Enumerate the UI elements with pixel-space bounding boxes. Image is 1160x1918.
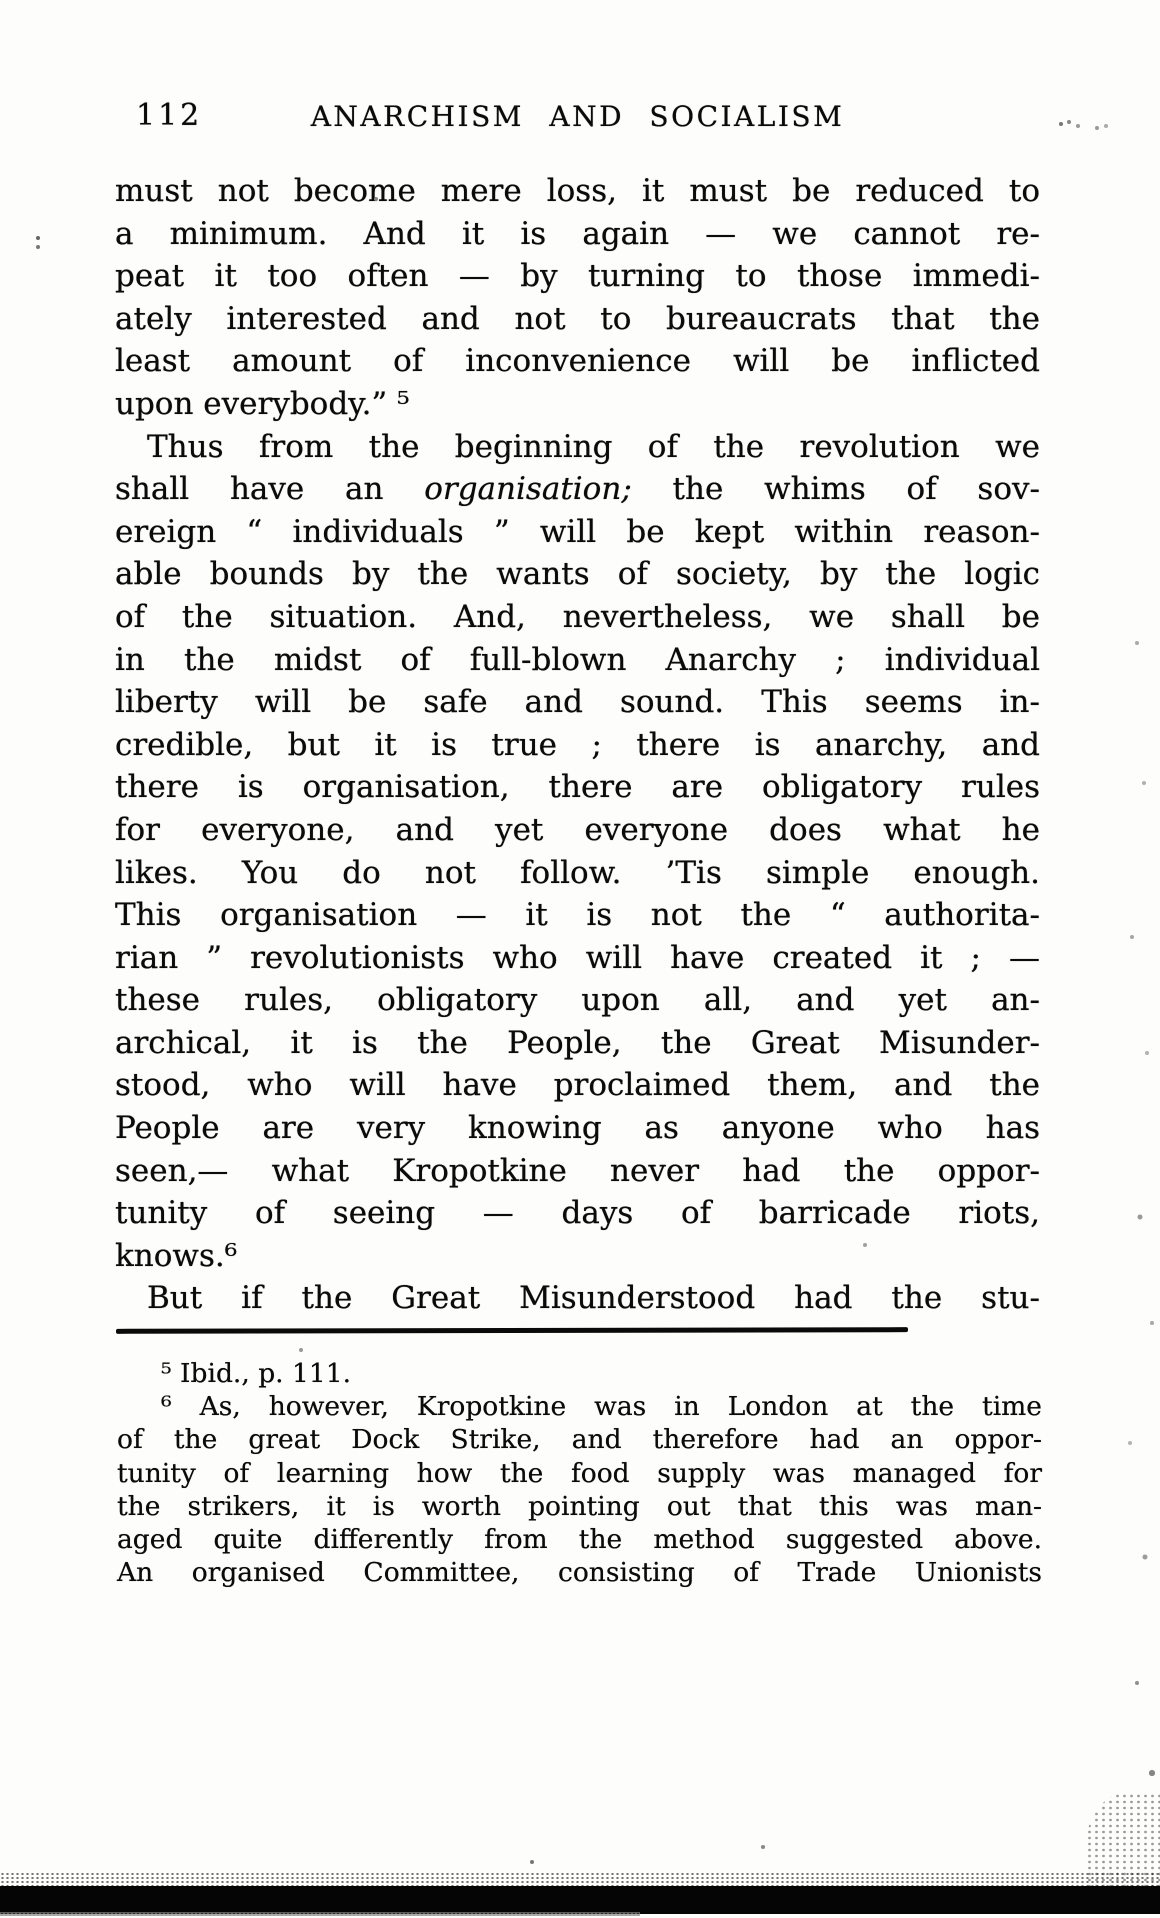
- text-line: likes. You do not follow. ’Tis simple enough.: [115, 854, 1040, 891]
- text-line: archical, it is the People, the Great Misunder-: [115, 1024, 1040, 1061]
- scan-speckles: [0, 0, 2, 2]
- text-line: aged quite differently from the method suggested above.: [117, 1524, 1042, 1556]
- text-line: knows.⁶: [115, 1237, 238, 1274]
- text-line: a minimum. And it is again — we cannot re-: [115, 215, 1040, 252]
- text-line: But if the Great Misunderstood had the stu-: [147, 1280, 1040, 1317]
- text-line: for everyone, and yet everyone does what he: [115, 811, 1040, 848]
- text-line: the strikers, it is worth pointing out that this was man-: [117, 1490, 1042, 1522]
- text-line: Thus from the beginning of the revolution we: [147, 428, 1040, 465]
- text-line: People are very knowing as anyone who has: [115, 1110, 1040, 1147]
- text-line: credible, but it is true ; there is anarchy, and: [115, 726, 1040, 763]
- text-line: ⁶ As, however, Kropotkine was in London at the time: [161, 1391, 1042, 1423]
- footnotes: [117, 1357, 1042, 1589]
- scan-bottom-band: [0, 1886, 1160, 1914]
- text-line: tunity of learning how the food supply was managed for: [117, 1457, 1042, 1489]
- text-line: This organisation — it is not the “ authorita-: [115, 897, 1040, 934]
- text-line: shall have an organisation; the whims of sov-: [115, 471, 1040, 508]
- footnote-separator: [116, 1327, 908, 1334]
- text-line: liberty will be safe and sound. This seems in-: [115, 684, 1040, 721]
- page-number: 112: [136, 98, 203, 133]
- scan-bottom-gray-strip: [0, 1912, 640, 1916]
- text-line: tunity of seeing — days of barricade riots,: [115, 1195, 1040, 1232]
- text-line: upon everybody.” ⁵: [115, 385, 410, 422]
- text-line: must not become mere loss, it must be reduced to: [115, 173, 1040, 209]
- running-title: ANARCHISM AND SOCIALISM: [310, 100, 845, 133]
- text-line: peat it too often — by turning to those immedi-: [115, 258, 1040, 295]
- text-line: least amount of inconvenience will be inflicted: [115, 343, 1040, 380]
- text-line: rian ” revolutionists who will have created it ; —: [115, 939, 1040, 976]
- text-line: of the situation. And, nevertheless, we shall be: [115, 598, 1040, 635]
- text-line: these rules, obligatory upon all, and yet an-: [115, 982, 1040, 1019]
- text-line: seen,— what Kropotkine never had the oppor-: [115, 1152, 1040, 1189]
- body-text: [115, 170, 1040, 1320]
- text-line: of the great Dock Strike, and therefore had an oppor-: [117, 1424, 1042, 1456]
- text-line: ately interested and not to bureaucrats that the: [115, 300, 1040, 337]
- text-line: there is organisation, there are obligatory rules: [115, 769, 1040, 806]
- text-line: ereign “ individuals ” will be kept within reason-: [115, 513, 1040, 550]
- text-line: stood, who will have proclaimed them, and the: [115, 1067, 1040, 1104]
- text-line: in the midst of full-blown Anarchy ; individual: [115, 641, 1040, 678]
- text-line: ⁵ Ibid., p. 111.: [161, 1358, 352, 1389]
- text-line: An organised Committee, consisting of Trade Unionists: [117, 1557, 1042, 1589]
- text-line: able bounds by the wants of society, by the logic: [115, 556, 1040, 593]
